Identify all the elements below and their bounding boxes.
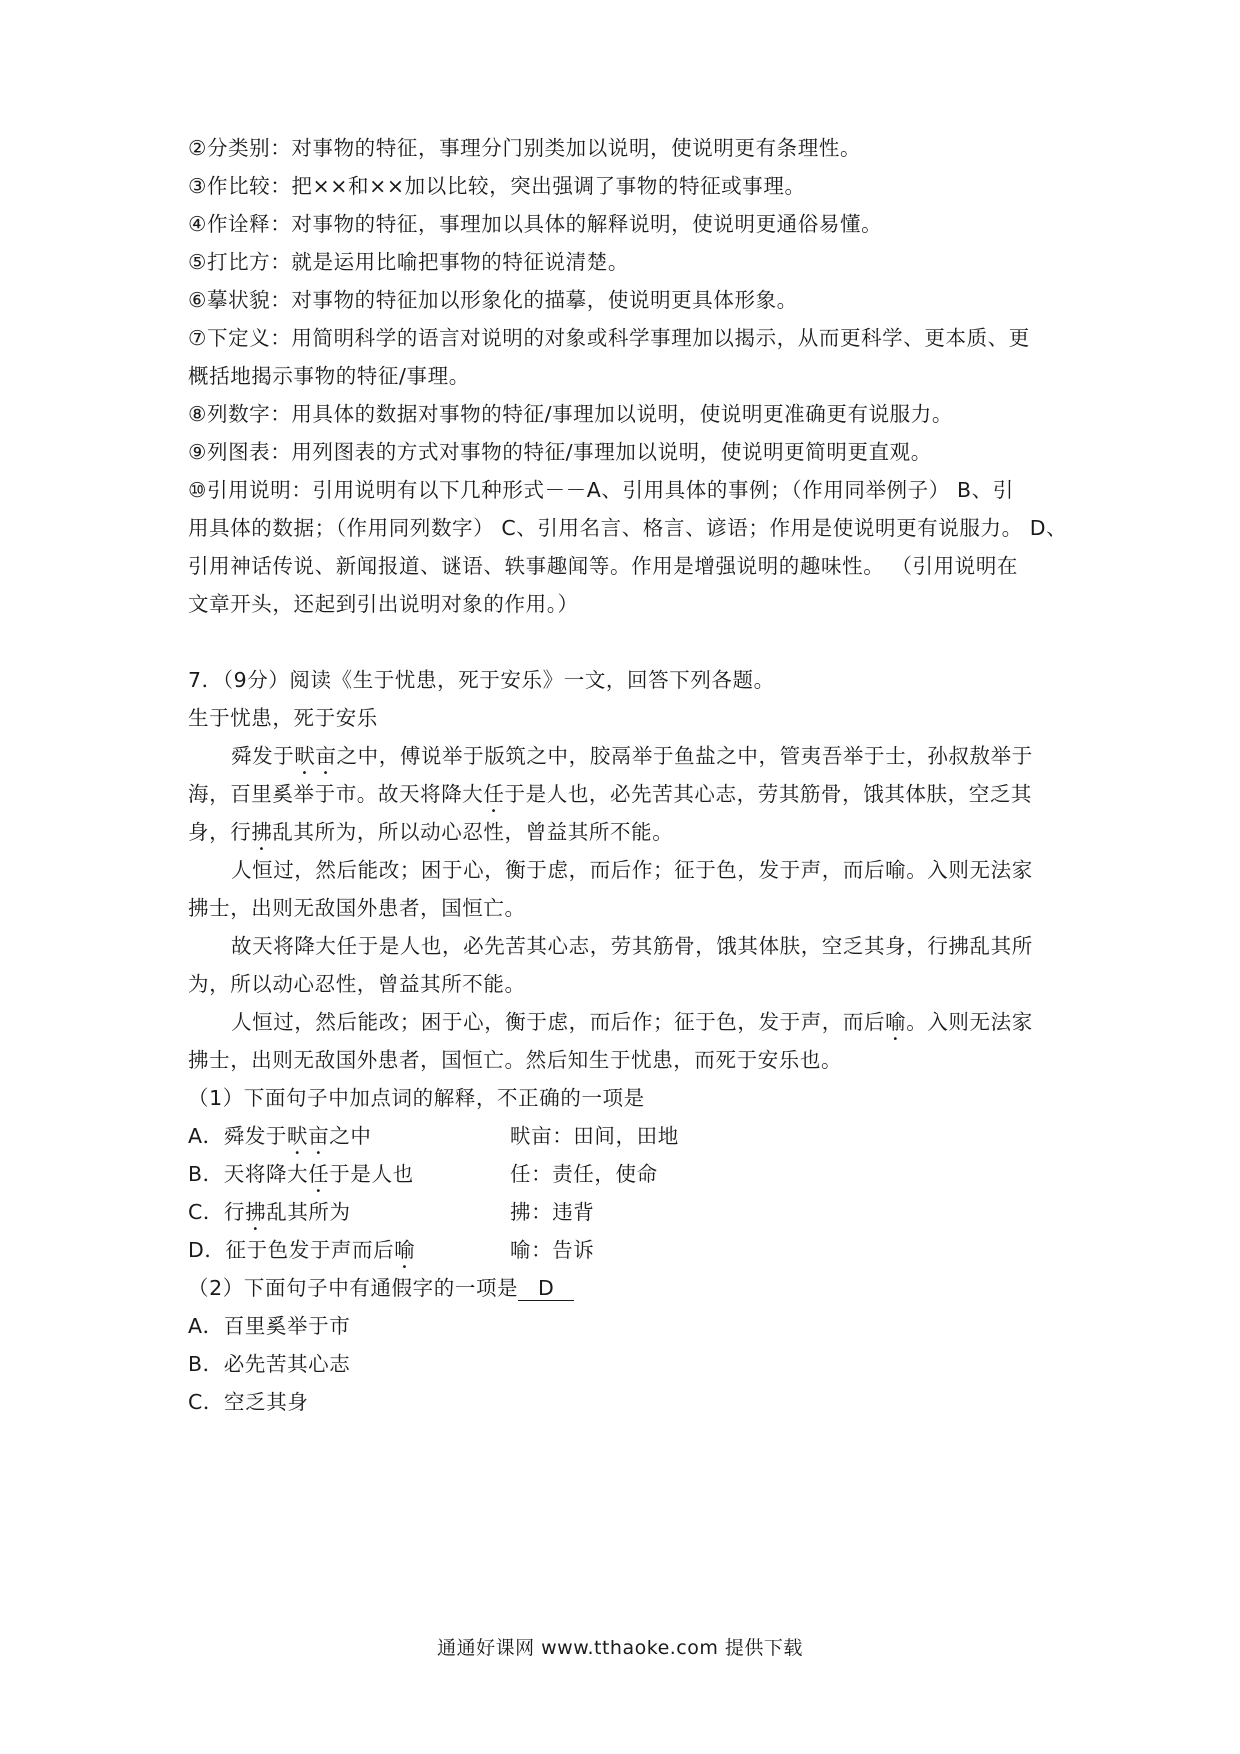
- page-footer: 通通好课网 www.tthaoke.com 提供下载: [437, 1637, 803, 1659]
- passage-line: 拂士，出则无敌国外患者，国恒亡。: [188, 896, 526, 920]
- passage-line: 身，行拂乱其所为，所以动心忍性，曾益其所不能。: [188, 820, 674, 844]
- emphasized-word: 喻: [885, 1010, 907, 1034]
- subquestion-2-prompt: （2）下面句子中有通假字的一项是 D: [188, 1274, 574, 1302]
- option-d-gloss: 喻：告诉: [510, 1238, 595, 1262]
- method-quotation-cont-1: 用具体的数据；（作用同列数字） C、引用名言、格言、谚语；作用是使说明更有说服力。 D、: [188, 516, 1068, 540]
- method-description: ⑥摹状貌：对事物的特征加以形象化的描摹，使说明更具体形象。: [188, 288, 798, 312]
- option-c: C．行拂乱其所为 拂：违背: [188, 1200, 595, 1224]
- option-c: C．空乏其身: [188, 1390, 309, 1414]
- option-a-gloss: 畎亩：田间，田地: [510, 1124, 679, 1148]
- question-7-header: 7．（9分）阅读《生于忧患，死于安乐》一文，回答下列各题。: [188, 668, 775, 692]
- passage-line: 拂士，出则无敌国外患者，国恒亡。然后知生于忧患，而死于安乐也。: [188, 1048, 843, 1072]
- passage-title: 生于忧患，死于安乐: [188, 706, 378, 730]
- passage-line: 故天将降大任于是人也，必先苦其心志，劳其筋骨，饿其体肤，空乏其身，行拂乱其所: [231, 934, 1033, 958]
- method-quotation-cont-3: 文章开头，还起到引出说明对象的作用。）: [188, 592, 579, 616]
- passage-line: 为，所以动心忍性，曾益其所不能。: [188, 972, 526, 996]
- method-charts: ⑨列图表：用列图表的方式对事物的特征/事理加以说明，使说明更简明更直观。: [188, 440, 932, 464]
- method-quotation-cont-2: 引用神话传说、新闻报道、谜语、轶事趣闻等。作用是增强说明的趣味性。 （引用说明在: [188, 554, 1019, 578]
- passage-line: 舜发于畎亩之中，傅说举于版筑之中，胶鬲举于鱼盐之中，管夷吾举于士，孙叔敖举于: [231, 744, 1033, 768]
- emphasized-word: 畎亩: [294, 744, 337, 768]
- method-comparison: ③作比较：把××和××加以比较，突出强调了事物的特征或事理。: [188, 174, 806, 198]
- emphasized-word: 任: [483, 782, 505, 806]
- subquestion-1-prompt: （1）下面句子中加点词的解释，不正确的一项是: [188, 1086, 645, 1110]
- option-b: B．必先苦其心志: [188, 1352, 351, 1376]
- method-numbers: ⑧列数字：用具体的数据对事物的特征/事理加以说明，使说明更准确更有说服力。: [188, 402, 953, 426]
- passage-line: 人恒过，然后能改；困于心，衡于虑，而后作；征于色，发于声，而后喻。入则无法家: [231, 858, 1033, 882]
- option-a: A．舜发于畎亩之中 畎亩：田间，田地: [188, 1124, 679, 1148]
- option-d: D．征于色发于声而后喻 喻：告诉: [188, 1238, 595, 1262]
- method-classification: ②分类别：对事物的特征，事理分门别类加以说明，使说明更有条理性。: [188, 136, 862, 160]
- option-a: A．百里奚举于市: [188, 1314, 351, 1338]
- passage-line: 人恒过，然后能改；困于心，衡于虑，而后作；征于色，发于声，而后喻。入则无法家: [231, 1010, 1033, 1034]
- passage-line: 海，百里奚举于市。故天将降大任于是人也，必先苦其心志，劳其筋骨，饿其体肤，空乏其: [188, 782, 1033, 806]
- answer-blank: D: [518, 1276, 574, 1301]
- method-definition: ⑦下定义：用简明科学的语言对说明的对象或科学事理加以揭示，从而更科学、更本质、更: [188, 326, 1030, 350]
- option-b: B．天将降大任于是人也 任：责任，使命: [188, 1162, 658, 1186]
- option-b-gloss: 任：责任，使命: [510, 1162, 658, 1186]
- emphasized-word: 拂: [251, 820, 273, 844]
- method-explanation: ④作诠释：对事物的特征，事理加以具体的解释说明，使说明更通俗易懂。: [188, 212, 883, 236]
- method-definition-cont: 概括地揭示事物的特征/事理。: [188, 364, 470, 388]
- method-analogy: ⑤打比方：就是运用比喻把事物的特征说清楚。: [188, 250, 629, 274]
- method-quotation: ⑩引用说明：引用说明有以下几种形式－－A、引用具体的事例；（作用同举例子） B、引: [188, 478, 1014, 502]
- option-c-gloss: 拂：违背: [510, 1200, 595, 1224]
